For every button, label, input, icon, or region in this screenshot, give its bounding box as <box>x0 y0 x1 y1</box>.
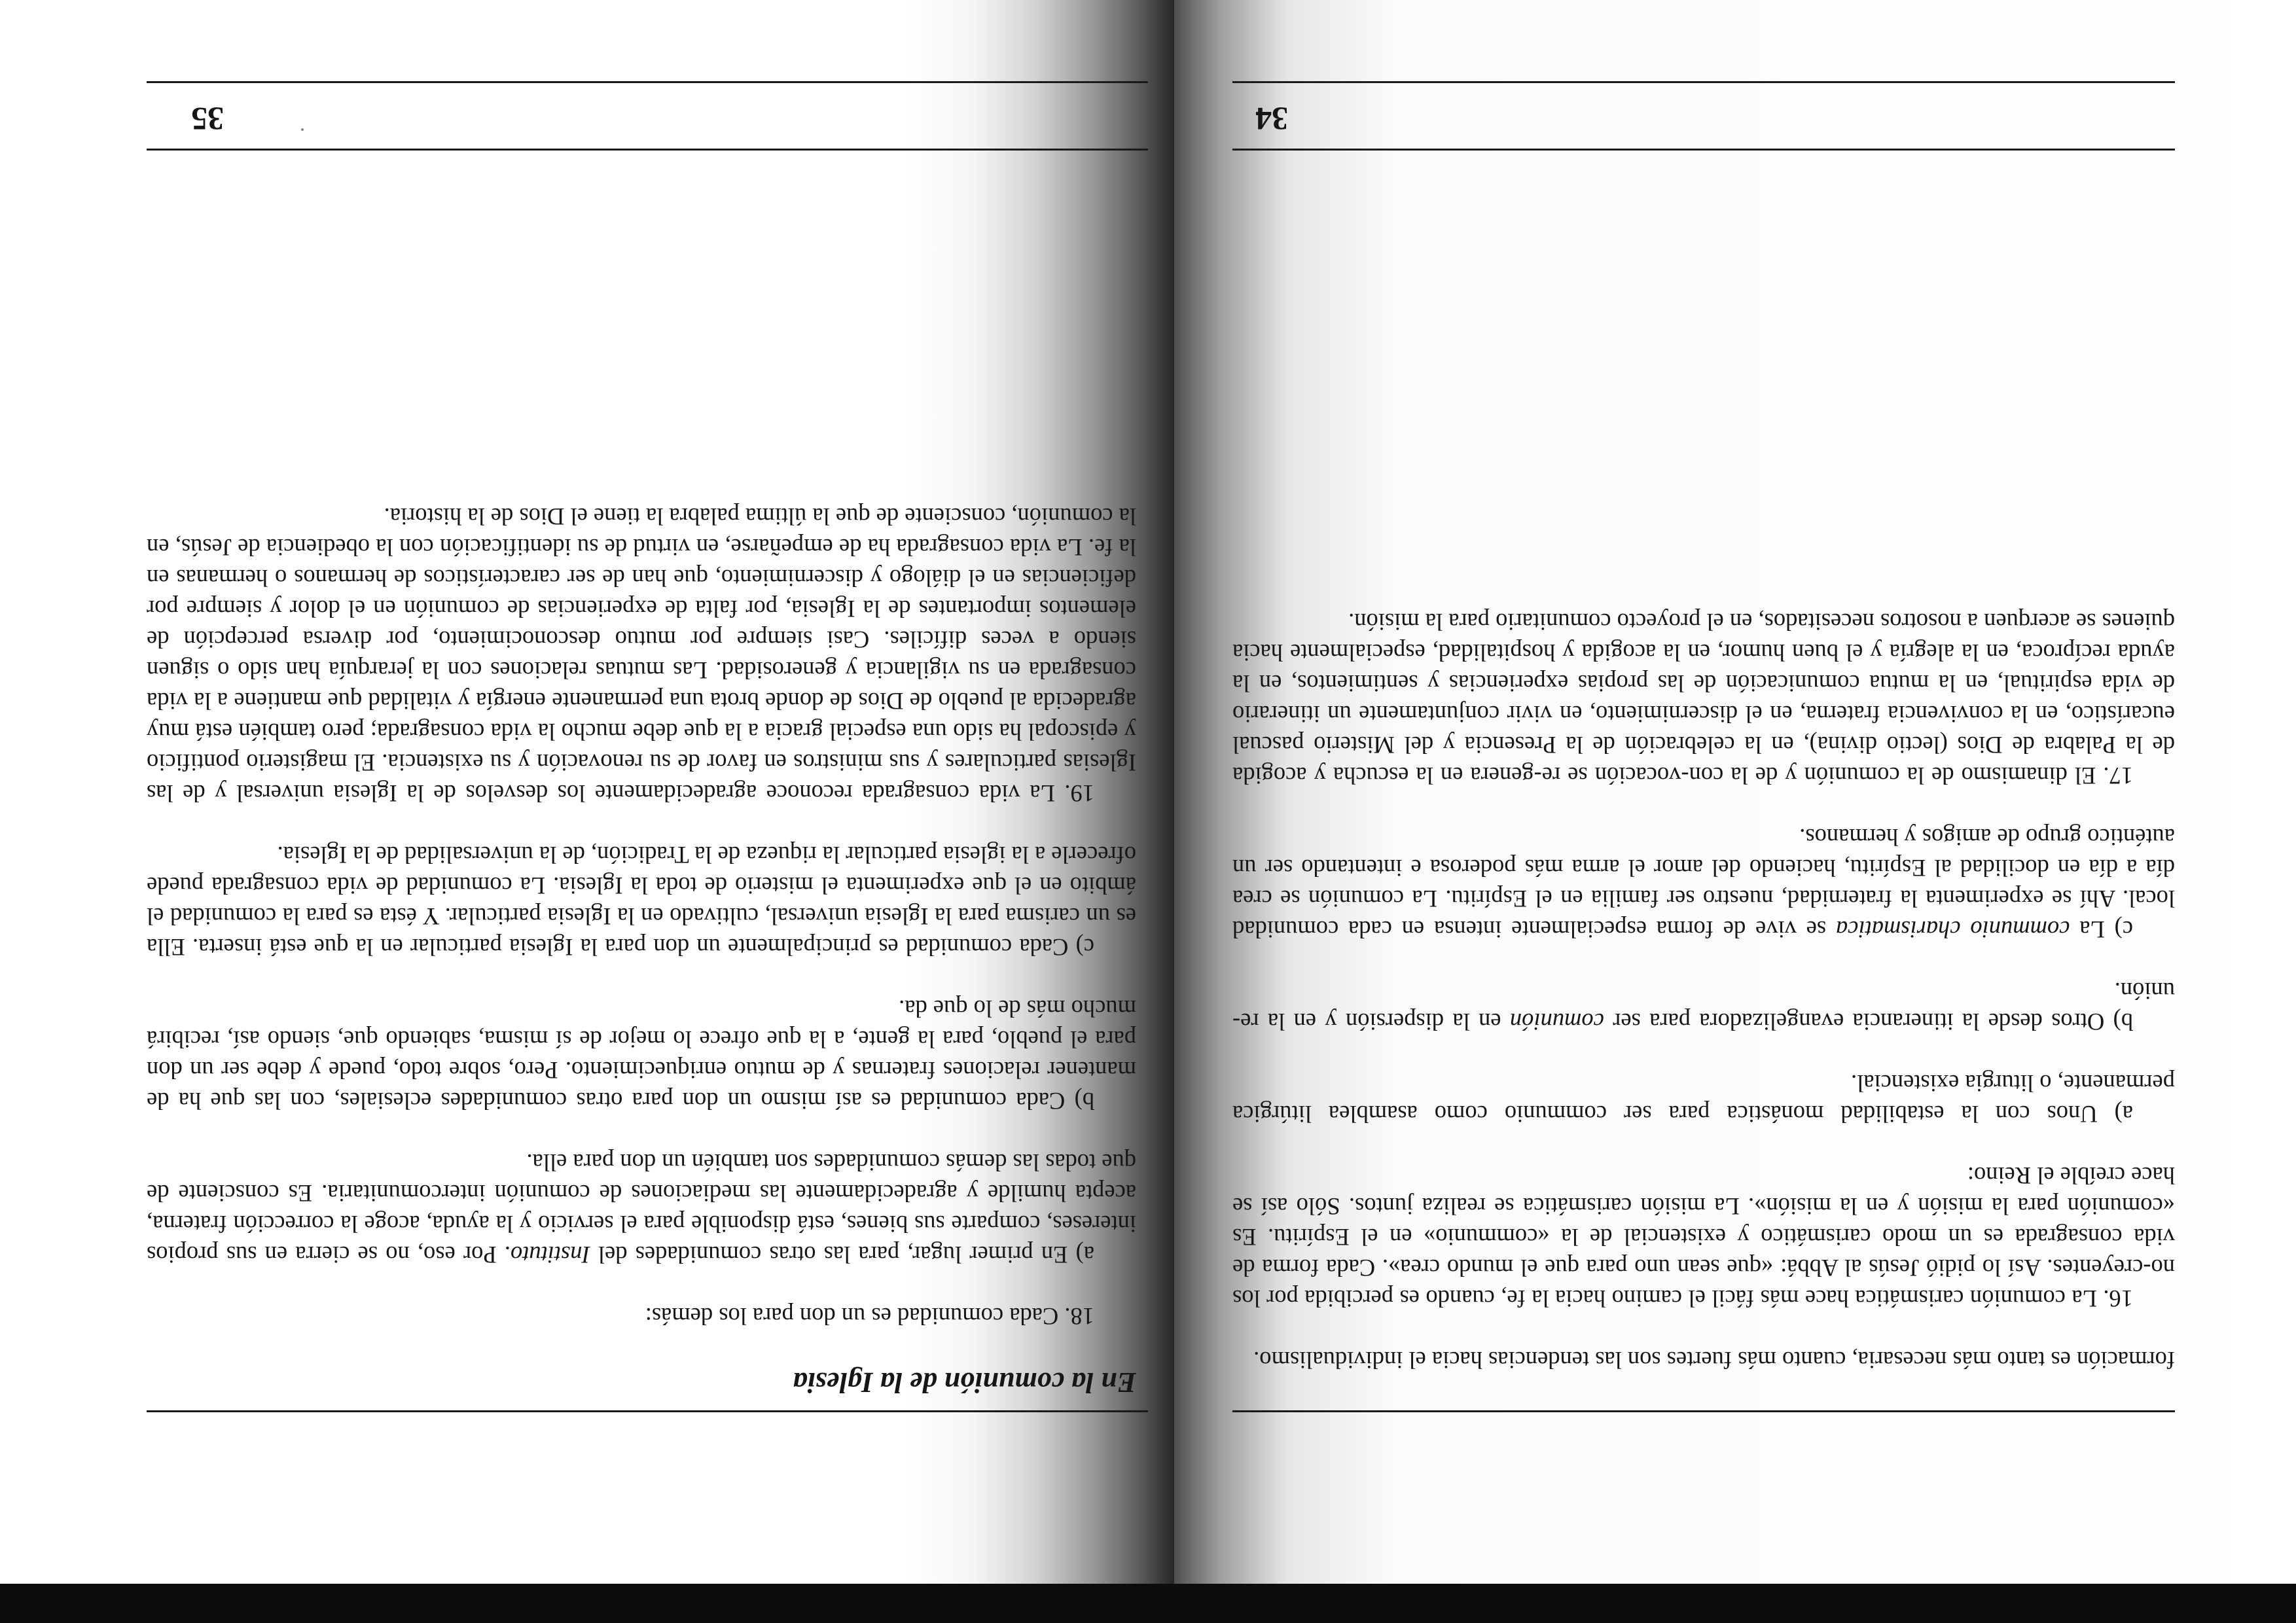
paragraph-16-a: a) Unos con la estabilidad monástica para ser communio como asamblea litúrgica permanente, o liturgia existencial. <box>1232 1070 2175 1128</box>
paragraph-16-b: b) Otros desde la itinerancia evangelizadora para ser comunión en la dispersión y en la re-unión. <box>1232 978 2175 1035</box>
top-rule <box>147 1410 1148 1412</box>
paragraph-18: 18. Cada comunidad es un don para los demás: <box>645 1303 1094 1330</box>
folio-rule-upper <box>1232 149 2175 151</box>
page-number-34: 34 <box>1255 101 1288 137</box>
carry-over-paragraph: formación es tanto más necesaria, cuanto más fuertes son las tendencias hacia el individualismo. <box>1253 1347 2175 1374</box>
right-page-text <box>147 501 1136 1332</box>
scanner-edge <box>0 1584 2296 1623</box>
right-page <box>0 0 1174 1584</box>
page-number-35: 35 <box>191 101 224 137</box>
folio-rule-lower <box>147 81 1148 83</box>
folio-rule-upper <box>147 149 1148 151</box>
left-page <box>1174 0 2296 1584</box>
paragraph-16-c: c) La communio charismatica se vive de forma especialmente intensa en cada comunidad local. Ahí se experimenta la fraternidad, nuestro ser familia en el Espíritu. La comunión se crea día a día en docilidad al Espíritu, haciendo del amor el arma más poderosa e intentando ser un auténtico grupo de amigos y hermanos. <box>1232 824 2175 943</box>
paragraph-18-b: b) Cada comunidad es así mismo un don para otras comunidades eclesiales, con las que ha de mantener relaciones fraternas y de mutuo enriquecimiento. Pero, sobre todo, puede y debe ser un don para el pueblo, para la gente, a la que ofrece lo mejor de sí misma, sabiendo que, siendo así, recibirá mucho más de lo que da. <box>147 995 1136 1115</box>
folio-rule-lower <box>1232 81 2175 83</box>
paragraph-18-a: a) En primer lugar, para las otras comunidades del Instituto. Por eso, no se cierra en sus propios intereses, comparte sus bienes, está disponible para el servicio y la ayuda, acoge la corrección fraterna, acepta humilde y agradecidamente las mediaciones de comunión intercomunitaria. Es consciente de que todas las demás comunidades son también un don para ella. <box>147 1149 1136 1268</box>
paragraph-19: 19. La vida consagrada reconoce agradecidamente los desvelos de la Iglesia universal y de las Iglesias particulares y sus ministros en favor de su renovación y su existencia. El magisterio pontificio y episcopal ha sido una especial gracia a la que debe mucho la vida consagrada; pero también está muy agradecida al pueblo de Dios de donde brota una permanente energía y vitalidad que mantiene a la vida consagrada en su vigilancia y generosidad. Las mutuas relaciones con la jerarquía han sido o siguen siendo a veces difíciles. Casi siempre por mutuo desconocimiento, por diversa percepción de elementos importantes de la Iglesia, por falta de experiencias de comunión en el dolor y siempre por deficiencias en el diálogo y discernimiento, que han de ser característicos de hermanos o hermanas en la fe. La vida consagrada ha de empeñarse, en virtud de su identificación con la obediencia de Jesús, en la comunión, consciente de que la última palabra la tiene el Dios de la historia. <box>147 503 1136 807</box>
scan-speck <box>301 128 304 131</box>
paragraph-17: 17. El dinamismo de la comunión y de la con-vocación se re-genera en la escucha y acogida de la Palabra de Dios (lectio divina), en la celebración de la Presencia y del Misterio pascual eucarístico, en la convivencia fraterna, en el discernimiento, en vivir conjuntamente un itinerario de vida espiritual, en la mutua comunicación de las propias experiencias y sentimientos, en la ayuda recíproca, en la alegría y el buen humor, en la acogida y hospitalidad, especialmente hacia quienes se acerquen a nosotros necesitados, en el proyecto comunitario para la misión. <box>1232 609 2175 789</box>
paragraph-16: 16. La comunión carismática hace más fácil el camino hacia la fe, cuando es percibida por los no-creyentes. Así lo pidió Jesús al Abbá: «que sean uno para que el mundo crea». Cada forma de vida consagrada es un modo carismático y existencial de la «communio» en el Espíritu. Es «comunión para la misión y en la misión». La misión carismática se realiza juntos. Sólo así se hace creíble el Reino: <box>1232 1162 2175 1312</box>
left-page-text <box>1232 607 2175 1376</box>
running-head: En la comunión de la Iglesia <box>793 1366 1136 1399</box>
paragraph-18-c: c) Cada comunidad es principalmente un don para la Iglesia particular en la que está inserta. Ella es un carisma para la Iglesia universal, cultivado en la Iglesia particular. Y ésta es para la comunidad el ámbito en el que experimenta el misterio de toda la Iglesia. La comunidad de vida consagrada puede ofrecerle a la iglesia particular la riqueza de la Tradición, de la universalidad de la Iglesia. <box>147 842 1136 961</box>
top-rule <box>1232 1410 2175 1412</box>
